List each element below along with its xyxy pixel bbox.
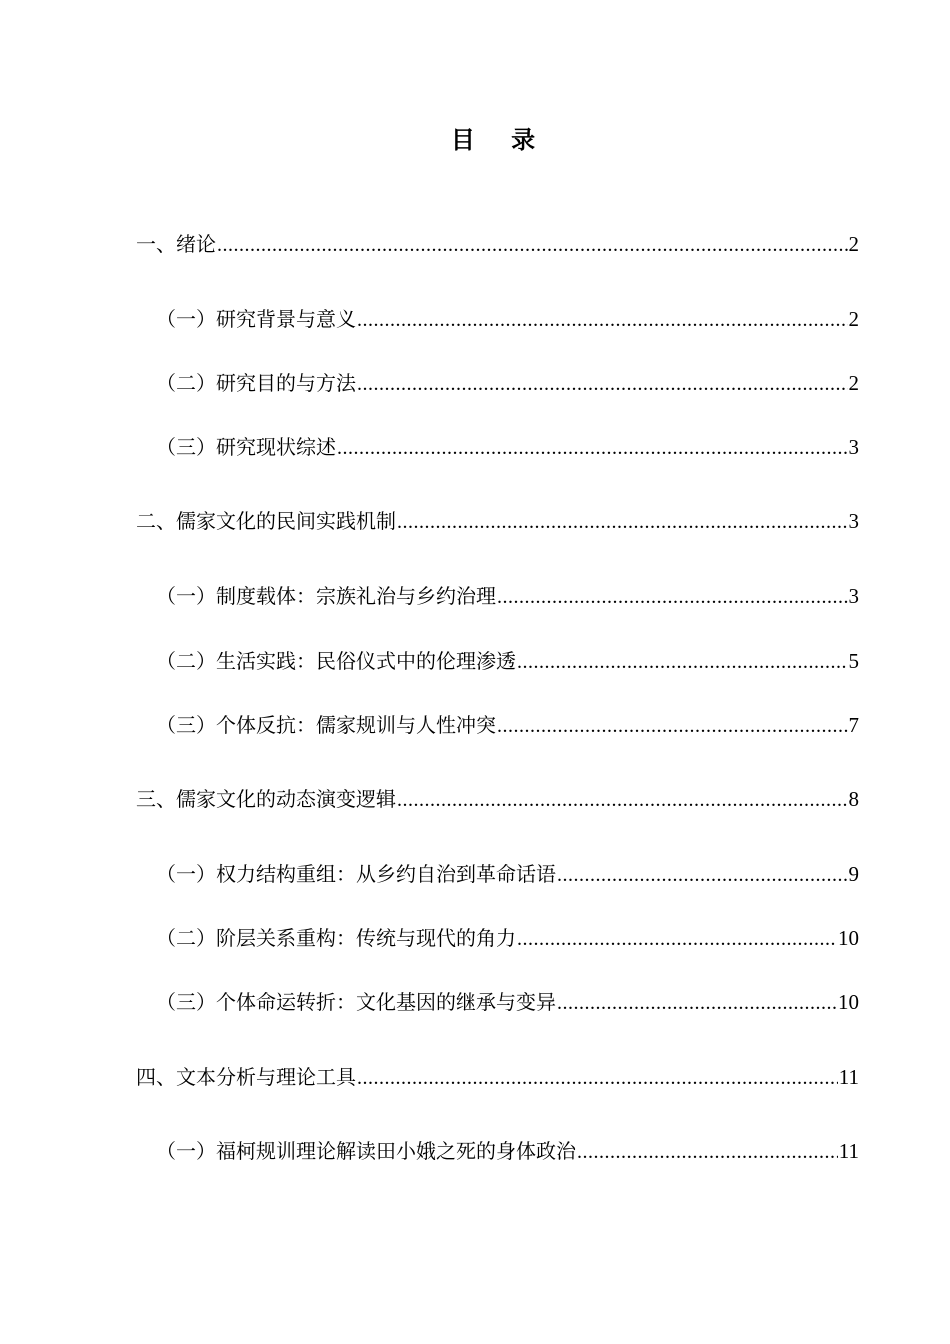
- toc-leader-dots: [557, 987, 837, 1019]
- toc-entry-title: （二）阶层关系重构：传统与现代的角力: [156, 926, 516, 950]
- toc-entry-title: （三）研究现状综述: [156, 435, 336, 459]
- toc-page-number: 7: [848, 713, 859, 737]
- toc-leader-dots: [497, 710, 848, 742]
- toc-leader-dots: [497, 581, 848, 613]
- toc-page-number: 11: [838, 1139, 859, 1163]
- toc-page-number: 3: [848, 435, 859, 459]
- toc-entry-title: 三、儒家文化的动态演变逻辑: [136, 787, 396, 811]
- toc-entry[interactable]: [156, 431, 859, 463]
- toc-entry-title: （一）制度载体：宗族礼治与乡约治理: [156, 584, 496, 608]
- toc-leader-dots: [397, 784, 848, 816]
- toc-page-number: 2: [848, 232, 859, 256]
- page-title: 目 录: [450, 126, 550, 154]
- toc-entry[interactable]: [156, 367, 859, 399]
- toc-leader-dots: [397, 506, 848, 538]
- toc-page-number: 9: [848, 862, 859, 886]
- toc-entry[interactable]: [136, 1061, 859, 1093]
- toc-leader-dots: [357, 1062, 838, 1094]
- toc-entry-title: （三）个体命运转折：文化基因的继承与变异: [156, 990, 556, 1014]
- toc-leader-dots: [337, 432, 848, 464]
- toc-page-number: 5: [848, 649, 859, 673]
- toc-entry-title: （一）研究背景与意义: [156, 307, 356, 331]
- toc-entry-title: （三）个体反抗：儒家规训与人性冲突: [156, 713, 496, 737]
- toc-page-number: 11: [838, 1065, 859, 1089]
- toc-entry-title: （二）研究目的与方法: [156, 371, 356, 395]
- toc-entry-title: （二）生活实践：民俗仪式中的伦理渗透: [156, 649, 516, 673]
- toc-entry[interactable]: [156, 922, 859, 954]
- toc-leader-dots: [217, 229, 848, 261]
- toc-leader-dots: [517, 923, 837, 955]
- toc-page-number: 10: [838, 926, 859, 950]
- toc-leader-dots: [357, 304, 848, 336]
- toc-page-number: 3: [848, 584, 859, 608]
- toc-leader-dots: [557, 859, 848, 891]
- toc-entry[interactable]: [156, 709, 859, 741]
- toc-entry-title: 二、儒家文化的民间实践机制: [136, 509, 396, 533]
- toc-entry[interactable]: [156, 986, 859, 1018]
- toc-leader-dots: [517, 646, 848, 678]
- toc-page-number: 3: [848, 509, 859, 533]
- toc-entry-title: （一）福柯规训理论解读田小娥之死的身体政治: [156, 1139, 576, 1163]
- toc-entry[interactable]: [156, 1135, 859, 1167]
- toc-page-number: 2: [848, 371, 859, 395]
- toc-entry[interactable]: [136, 228, 859, 260]
- toc-entry[interactable]: [156, 303, 859, 335]
- toc-page-number: 10: [838, 990, 859, 1014]
- toc-entry-title: 四、文本分析与理论工具: [136, 1065, 356, 1089]
- toc-entry[interactable]: [136, 505, 859, 537]
- toc-leader-dots: [577, 1136, 838, 1168]
- toc-entry-title: 一、绪论: [136, 232, 216, 256]
- toc-entry[interactable]: [156, 858, 859, 890]
- toc-page-number: 2: [848, 307, 859, 331]
- toc-entry-title: （一）权力结构重组：从乡约自治到革命话语: [156, 862, 556, 886]
- toc-page-number: 8: [848, 787, 859, 811]
- toc-entry[interactable]: [156, 645, 859, 677]
- toc-entry[interactable]: [156, 580, 859, 612]
- toc-leader-dots: [357, 368, 848, 400]
- toc-entry[interactable]: [136, 783, 859, 815]
